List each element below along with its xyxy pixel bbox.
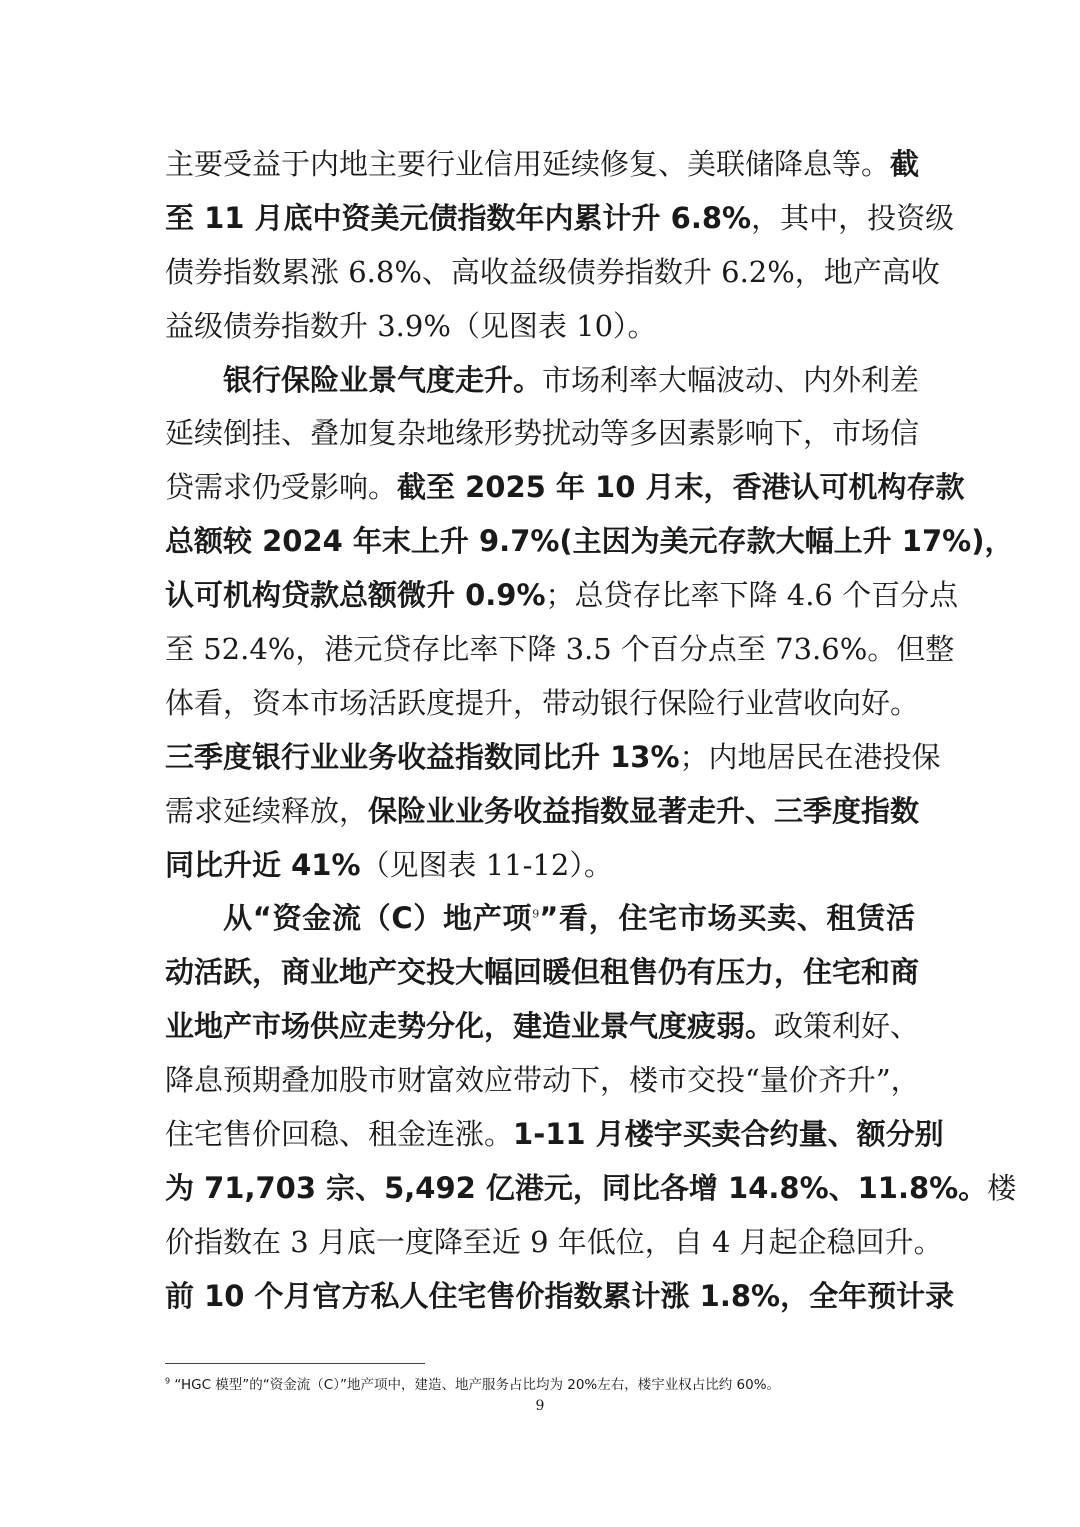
text-line — [165, 731, 941, 785]
text-run: 楼 — [987, 1170, 1017, 1205]
page-number: 9 — [535, 1398, 545, 1414]
text-line — [165, 677, 920, 731]
bold-run: 至 11 月底中资美元债指数年内累计升 6.8% — [165, 200, 752, 235]
text-line — [165, 1000, 920, 1054]
text-line — [165, 1054, 920, 1108]
text-line — [165, 461, 965, 515]
text-run: 需求延续释放， — [165, 793, 369, 828]
text-run: 贷需求仍受影响。 — [165, 470, 398, 505]
text-run: 主要受益于内地主要行业信用延续修复、美联储降息等。 — [165, 147, 891, 181]
bold-run: 同比升近 41% — [165, 847, 361, 882]
footnote-ref: 9 — [532, 907, 540, 921]
text-line — [165, 569, 959, 623]
bold-run: 动活跃，商业地产交投大幅回暖但租售仍有压力，住宅和商 — [165, 955, 920, 990]
footnote-separator — [165, 1363, 425, 1364]
bold-run: 保险业业务收益指数显著走升、三季度指数 — [368, 793, 920, 828]
text-run: ，其中，投资级 — [751, 200, 955, 235]
text-line — [165, 300, 915, 354]
footnote-marker: 9 — [165, 1376, 171, 1386]
bold-run: 1-11 月楼宇买卖合约量、额分别 — [513, 1117, 944, 1152]
text-line — [165, 785, 920, 839]
text-line — [165, 138, 920, 192]
text-run: 降息预期叠加股市财富效应带动下，楼市交投“量价齐升”， — [165, 1063, 920, 1098]
bold-run: 前 10 个月官方私人住宅售价指数累计涨 1.8%，全年预计录 — [165, 1278, 955, 1313]
text-run: 体看，资本市场活跃度提升，带动银行保险行业营收向好。 — [165, 685, 920, 720]
bold-run: 为 71,703 宗、5,492 亿港元，同比各增 14.8%、11.8%。 — [165, 1170, 988, 1205]
text-run: 价指数在 3 月底一度降至近 9 年低位，自 4 月起企稳回升。 — [165, 1224, 943, 1259]
text-run: 债券指数累涨 6.8%、高收益级债券指数升 6.2%，地产高收 — [165, 254, 940, 289]
text-run: 延续倒挂、叠加复杂地缘形势扰动等多因素影响下，市场信 — [165, 416, 920, 451]
text-line — [165, 246, 940, 300]
text-line — [165, 623, 955, 677]
text-run: 益级债券指数升 3.9%（见图表 10）。 — [165, 308, 657, 343]
text-run: 政策利好、 — [774, 1009, 920, 1044]
text-line — [165, 1162, 1017, 1216]
bold-run: 截至 2025 年 10 月末，香港认可机构存款 — [397, 470, 965, 505]
bold-run: 从“资金流（C）地产项 — [223, 901, 533, 936]
text-run: ；总贷存比率下降 4.6 个百分点 — [545, 578, 959, 613]
bold-run: 三季度银行业业务收益指数同比升 13% — [165, 739, 680, 774]
text-line — [165, 515, 1014, 569]
bold-run: 总额较 2024 年末上升 9.7%(主因为美元存款大幅上升 17%)， — [165, 524, 1014, 559]
text-line — [165, 839, 915, 893]
text-line — [165, 1216, 943, 1270]
text-run: ；内地居民在港投保 — [679, 739, 941, 774]
bold-run: ”看，住宅市场买卖、租赁活 — [539, 901, 915, 936]
text-run: 住宅售价回稳、租金连涨。 — [165, 1117, 514, 1152]
body-text — [165, 138, 1017, 1324]
text-run: （见图表 11-12）。 — [360, 847, 613, 882]
bold-run: 认可机构贷款总额微升 0.9% — [165, 578, 546, 613]
footnote — [165, 1376, 925, 1394]
text-line — [165, 407, 920, 461]
text-line — [165, 192, 955, 246]
text-run: 至 52.4%，港元贷存比率下降 3.5 个百分点至 73.6%。但整 — [165, 632, 955, 667]
bold-run: 截 — [890, 147, 920, 181]
text-line — [165, 946, 920, 1000]
text-line — [165, 892, 915, 946]
text-run: 市场利率大幅波动、内外利差 — [542, 362, 920, 397]
bold-run: 业地产市场供应走势分化，建造业景气度疲弱。 — [165, 1009, 775, 1044]
footnote-text: “HGC 模型”的“资金流（C）”地产项中，建造、地产服务占比均为 20%左右，楼宇业权占比约 60%。 — [174, 1377, 781, 1393]
text-line — [165, 354, 920, 408]
text-line — [165, 1270, 955, 1324]
bold-run: 银行保险业景气度走升。 — [223, 362, 543, 397]
text-line — [165, 1108, 944, 1162]
